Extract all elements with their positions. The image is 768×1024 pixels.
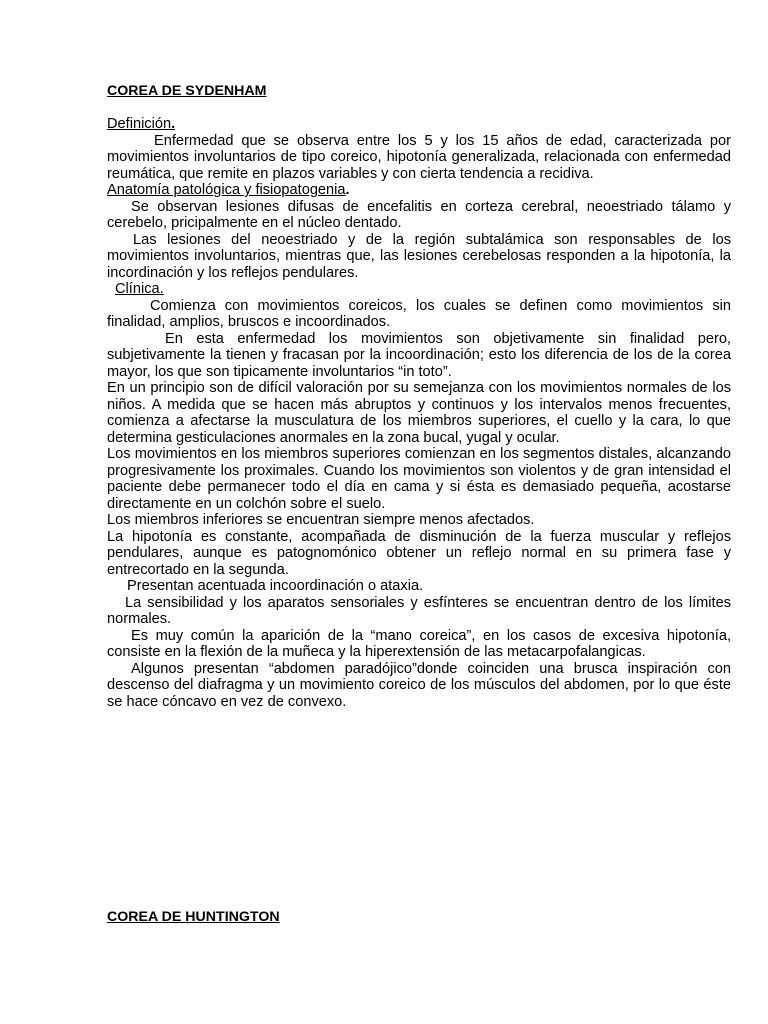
document-page [107,83,731,710]
clinica-paragraph-4: Los movimientos en los miembros superiores comienzan en los segmentos distales, alcanzando progresivamente los proximales. Cuando los movimientos son violentos y de gran intensidad el paciente debe permanecer todo el día en cama y si ésta es demasiado pequeña, acostarse directamente en un colchón sobre el suelo. [107,446,731,512]
heading-definicion: Definición [107,116,172,132]
next-section-title: COREA DE HUNTINGTON [107,909,280,925]
anatomia-paragraph-1: Se observan lesiones difusas de encefalitis en corteza cerebral, neoestriado tálamo y cerebelo, pricipalmente en el núcleo dentado. [107,198,731,231]
clinica-paragraph-5: Los miembros inferiores se encuentran siempre menos afectados. [107,512,535,528]
document-title: COREA DE SYDENHAM [107,83,267,99]
section-clinica-heading [107,281,731,298]
heading-anatomia-punct: . [345,182,350,198]
section-anatomia-heading [107,182,731,199]
heading-definicion-punct: . [171,116,176,132]
section-definicion-heading [107,116,731,133]
definicion-paragraph: Enfermedad que se observa entre los 5 y los 15 años de edad, caracterizada por movimientos involuntarios de tipo coreico, hipotonía generalizada, relacionada con enfermedad reumática, que remite en plazos variables y con cierta tendencia a recidiva. [107,132,731,182]
blank-line [107,100,731,117]
clinica-paragraph-10: Algunos presentan “abdomen paradójico”donde coinciden una brusca inspiración con descenso del diafragma y un movimiento coreico de los músculos del abdomen, por lo que éste se hace cóncavo en vez de convexo. [107,660,731,710]
heading-clinica: Clínica. [115,281,164,297]
clinica-paragraph-6: La hipotonía es constante, acompañada de disminución de la fuerza muscular y reflejos pendulares, aunque es patognomónico obtener un reflejo normal en su primera fase y entrecortado en la segunda. [107,528,731,578]
heading-anatomia: Anatomía patológica y fisiopatogenia [107,182,346,198]
clinica-paragraph-3: En un principio son de difícil valoración por su semejanza con los movimientos normales de los niños. A medida que se hacen más abruptos y continuos y los intervalos menos frecuentes, comienza a afectarse la musculatura de los miembros superiores, el cuello y la cara, lo que determina gesticulaciones anormales en la zona bucal, yugal y ocular. [107,380,731,446]
clinica-paragraph-2: En esta enfermedad los movimientos son objetivamente sin finalidad pero, subjetivamente la tienen y fracasan por la incoordinación; esto los diferencia de los de la corea mayor, los que son tipicamente involuntarios “in toto”. [107,330,731,380]
clinica-paragraph-9: Es muy común la aparición de la “mano coreica”, en los casos de excesiva hipotonía, consiste en la flexión de la muñeca y la hiperextensión de las metacarpofalangicas. [107,627,731,660]
anatomia-paragraph-2: Las lesiones del neoestriado y de la región subtalámica son responsables de los movimientos involuntarios, mientras que, las lesiones cerebelosas responden a la hipotonía, la incordinación y los reflejos pendulares. [107,231,731,281]
clinica-paragraph-8: La sensibilidad y los aparatos sensoriales y esfínteres se encuentran dentro de los límites normales. [107,594,731,627]
clinica-paragraph-7: Presentan acentuada incoordinación o ataxia. [127,578,424,594]
clinica-paragraph-1: Comienza con movimientos coreicos, los cuales se definen como movimientos sin finalidad, amplios, bruscos e incoordinados. [107,297,731,330]
